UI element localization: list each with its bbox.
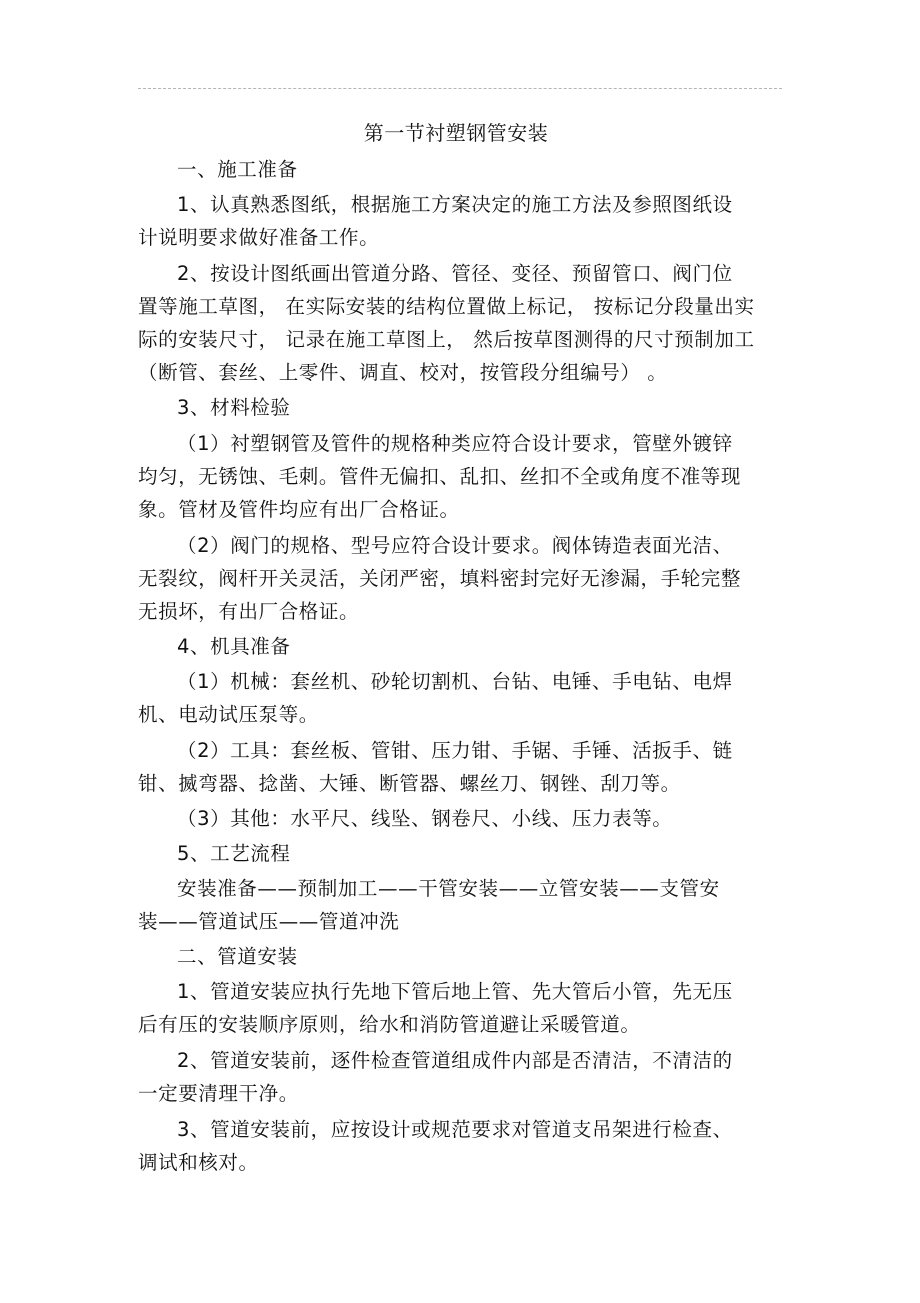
paragraph-sketch <box>138 257 778 389</box>
text-line: （1）机械：套丝机、砂轮切割机、台钻、电锤、手电钻、电焊 <box>177 670 733 693</box>
text-line: 调试和核对。 <box>138 1151 259 1174</box>
heading-material-inspection <box>138 391 778 424</box>
paragraph-pipe-inspection <box>138 427 778 526</box>
heading-process-flow <box>138 837 778 870</box>
text-line: 无裂纹，阀杆开关灵活，关闭严密，填料密封完好无渗漏，手轮完整 <box>138 567 742 590</box>
heading-pipe-installation <box>138 940 778 973</box>
text-line: 机、电动试压泵等。 <box>138 703 319 726</box>
text-line: 一定要清理干净。 <box>138 1082 299 1105</box>
text-line: 均匀，无锈蚀、毛刺。管件无偏扣、乱扣、丝扣不全或角度不准等现 <box>138 465 742 488</box>
text-line: 5、工艺流程 <box>177 842 291 865</box>
paragraph-drawings <box>138 188 778 254</box>
paragraph-tools <box>138 734 778 800</box>
text-line: 钳、揻弯器、捻凿、大锤、断管器、螺丝刀、钢锉、刮刀等。 <box>138 772 681 795</box>
text-line: 1、管道安装应执行先地下管后地上管、先大管后小管，先无压 <box>177 980 733 1003</box>
text-line: （2）阀门的规格、型号应符合设计要求。阀体铸造表面光洁、 <box>177 534 733 557</box>
text-line: 安装准备——预制加工——干管安装——立管安装——支管安 <box>177 877 720 900</box>
paragraph-other-tools <box>138 802 778 835</box>
text-line: 装——管道试压——管道冲洗 <box>138 910 400 933</box>
text-line: 置等施工草图， 在实际安装的结构位置做上标记， 按标记分段量出实 <box>138 295 755 318</box>
text-line: 二、管道安装 <box>177 945 298 968</box>
text-line: 3、材料检验 <box>177 396 291 419</box>
text-line: 计说明要求做好准备工作。 <box>138 226 380 249</box>
paragraph-valve-inspection <box>138 529 778 628</box>
text-line: 4、机具准备 <box>177 635 291 658</box>
text-line: 象。管材及管件均应有出厂合格证。 <box>138 498 460 521</box>
text-line: （1）衬塑钢管及管件的规格种类应符合设计要求，管壁外镀锌 <box>177 432 733 455</box>
paragraph-support-check <box>138 1113 778 1179</box>
header-divider <box>138 88 782 89</box>
text-line: 一、施工准备 <box>177 158 298 181</box>
document-body <box>138 153 778 1179</box>
text-line: 无损坏，有出厂合格证。 <box>138 600 360 623</box>
text-line: （断管、套丝、上零件、调直、校对，按管段分组编号） 。 <box>138 361 668 384</box>
text-line: 后有压的安装顺序原则，给水和消防管道避让采暖管道。 <box>138 1013 641 1036</box>
paragraph-cleanliness-check <box>138 1044 778 1110</box>
heading-construction-preparation <box>138 153 778 186</box>
text-line: 际的安装尺寸， 记录在施工草图上， 然后按草图测得的尺寸预制加工 <box>138 328 755 351</box>
paragraph-installation-order <box>138 975 778 1041</box>
paragraph-process-flow <box>138 872 778 938</box>
text-line: （2）工具：套丝板、管钳、压力钳、手锯、手锤、活扳手、链 <box>177 739 733 762</box>
text-line: （3）其他：水平尺、线坠、钢卷尺、小线、压力表等。 <box>177 807 673 830</box>
section-title: 第一节衬塑钢管安装 <box>363 121 549 145</box>
paragraph-machinery <box>138 665 778 731</box>
text-line: 2、管道安装前，逐件检查管道组成件内部是否清洁，不清洁的 <box>177 1049 733 1072</box>
text-line: 3、管道安装前，应按设计或规范要求对管道支吊架进行检查、 <box>177 1118 733 1141</box>
text-line: 1、认真熟悉图纸，根据施工方案决定的施工方法及参照图纸设 <box>177 193 733 216</box>
text-line: 2、按设计图纸画出管道分路、管径、变径、预留管口、阀门位 <box>177 262 733 285</box>
heading-tool-preparation <box>138 630 778 663</box>
